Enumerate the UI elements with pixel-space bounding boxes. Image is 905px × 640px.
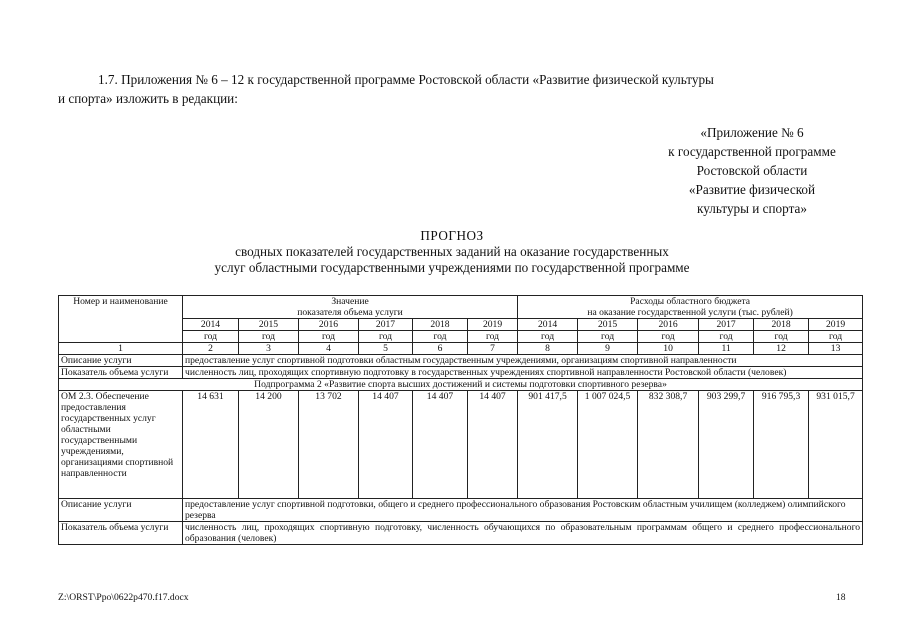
column-number: 10 xyxy=(638,343,699,355)
year-cell: 2016 xyxy=(299,319,359,331)
value-cell: 13 702 xyxy=(299,391,359,499)
cost-cell: 1 007 024,5 xyxy=(578,391,638,499)
table-row xyxy=(59,379,863,391)
year-word: год xyxy=(239,331,299,343)
forecast-table xyxy=(58,295,863,545)
appendix-line: «Развитие физической xyxy=(688,182,816,197)
year-cell: 2018 xyxy=(413,319,468,331)
year-cell: 2014 xyxy=(183,319,239,331)
service-label: Описание услуги xyxy=(59,499,183,522)
column-number: 5 xyxy=(359,343,413,355)
column-number: 9 xyxy=(578,343,638,355)
header-value xyxy=(183,296,518,319)
header-row-1 xyxy=(59,296,863,319)
year-cell: 2017 xyxy=(359,319,413,331)
column-number: 7 xyxy=(468,343,518,355)
table-row xyxy=(59,367,863,379)
year-cell: 2015 xyxy=(239,319,299,331)
header-value-line-1: Значение xyxy=(331,296,369,307)
page-number: 18 xyxy=(836,592,846,603)
year-word: год xyxy=(183,331,239,343)
value-cell: 14 200 xyxy=(239,391,299,499)
indicator-label: Показатель объема услуги xyxy=(59,367,183,379)
column-number: 3 xyxy=(239,343,299,355)
appendix-line: культуры и спорта» xyxy=(697,201,807,216)
header-cost-line-2: на оказание государственной услуги (тыс. рублей) xyxy=(587,307,793,318)
title-line-2: сводных показателей государственных заданий на оказание государственных xyxy=(235,244,669,259)
cost-cell: 916 795,3 xyxy=(754,391,809,499)
year-cell: 2019 xyxy=(468,319,518,331)
year-cell: 2017 xyxy=(699,319,754,331)
year-word: год xyxy=(638,331,699,343)
year-word: год xyxy=(299,331,359,343)
year-word: год xyxy=(578,331,638,343)
column-number: 6 xyxy=(413,343,468,355)
value-cell: 14 407 xyxy=(359,391,413,499)
year-word: год xyxy=(699,331,754,343)
table-row xyxy=(59,355,863,367)
intro-line-1: 1.7. Приложения № 6 – 12 к государственной программе Ростовской области «Развитие физической культуры xyxy=(98,72,714,87)
year-cell: 2016 xyxy=(638,319,699,331)
cost-cell: 903 299,7 xyxy=(699,391,754,499)
value-cell: 14 407 xyxy=(468,391,518,499)
value-cell: 14 407 xyxy=(413,391,468,499)
year-word: год xyxy=(468,331,518,343)
title-line-1: ПРОГНОЗ xyxy=(420,228,484,243)
om-label: ОМ 2.3. Обеспечение предоставления государственных услуг областными государственными учреждениями, организациями спортивной направленности xyxy=(59,391,183,499)
service-label: Описание услуги xyxy=(59,355,183,367)
subprogram-title: Подпрограмма 2 «Развитие спорта высших достижений и системы подготовки спортивного резерва» xyxy=(59,379,863,391)
column-number: 8 xyxy=(518,343,578,355)
header-value-line-2: показателя объема услуги xyxy=(297,307,403,318)
appendix-line: Ростовской области xyxy=(696,163,808,178)
table-row xyxy=(59,522,863,545)
title-line-3: услуг областными государственными учреждениями по государственной программе xyxy=(214,260,690,275)
year-cell: 2015 xyxy=(578,319,638,331)
column-number: 2 xyxy=(183,343,239,355)
header-name: Номер и наименование xyxy=(59,296,183,343)
year-cell: 2014 xyxy=(518,319,578,331)
column-numbers-row xyxy=(59,343,863,355)
table-row xyxy=(59,391,863,499)
appendix-line: к государственной программе xyxy=(668,144,836,159)
intro-line-2: и спорта» изложить в редакции: xyxy=(58,91,238,106)
value-cell: 14 631 xyxy=(183,391,239,499)
intro-paragraph xyxy=(58,70,862,108)
indicator-text: численность лиц, проходящих спортивную подготовку, численность обучающихся по образовательным программам общего и среднего профессионального образования (человек) xyxy=(183,522,863,545)
indicator-text: численность лиц, проходящих спортивную подготовку в государственных учреждениях спортивной направленности Ростовской области (человек) xyxy=(183,367,863,379)
service-text: предоставление услуг спортивной подготовки, общего и среднего профессионального образования Ростовским областным училищем (колледжем) олимпийского резерва xyxy=(183,499,863,522)
table-row xyxy=(59,499,863,522)
appendix-heading xyxy=(620,123,884,218)
cost-cell: 931 015,7 xyxy=(809,391,863,499)
year-word: год xyxy=(359,331,413,343)
indicator-label: Показатель объема услуги xyxy=(59,522,183,545)
year-word: год xyxy=(809,331,863,343)
year-word: год xyxy=(413,331,468,343)
column-number: 13 xyxy=(809,343,863,355)
year-cell: 2019 xyxy=(809,319,863,331)
year-word: год xyxy=(754,331,809,343)
service-text: предоставление услуг спортивной подготовки областным государственным учреждениями, организациям спортивной направленности xyxy=(183,355,863,367)
year-word: год xyxy=(518,331,578,343)
header-cost-line-1: Расходы областного бюджета xyxy=(630,296,751,307)
header-cost xyxy=(518,296,863,319)
cost-cell: 832 308,7 xyxy=(638,391,699,499)
column-number: 1 xyxy=(59,343,183,355)
file-path: Z:\ORST\Ppo\0622p470.f17.docx xyxy=(58,592,189,603)
column-number: 4 xyxy=(299,343,359,355)
document-title xyxy=(120,228,784,276)
cost-cell: 901 417,5 xyxy=(518,391,578,499)
year-cell: 2018 xyxy=(754,319,809,331)
appendix-line: «Приложение № 6 xyxy=(700,125,804,140)
column-number: 11 xyxy=(699,343,754,355)
column-number: 12 xyxy=(754,343,809,355)
